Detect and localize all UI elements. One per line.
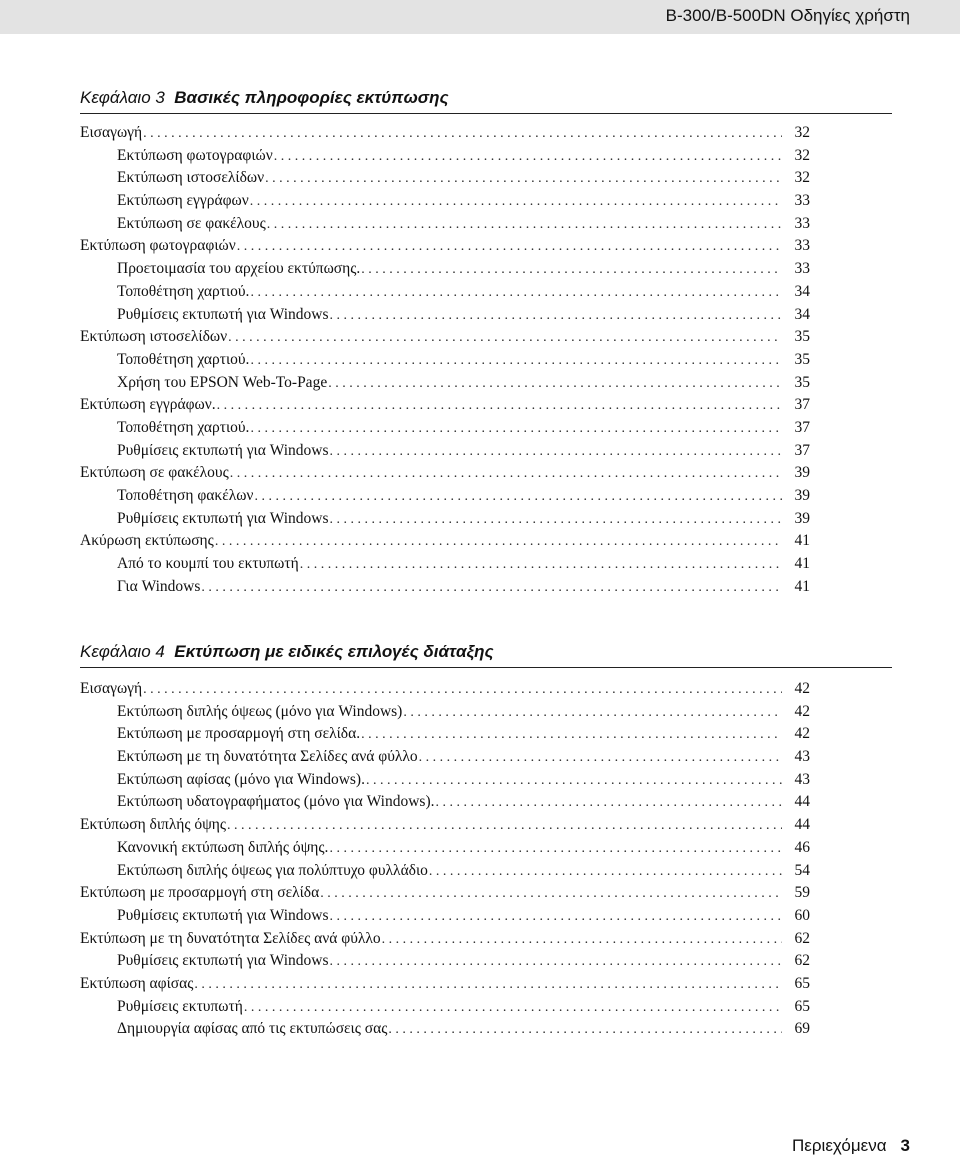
toc-entry-page: 42 bbox=[794, 725, 810, 743]
running-header bbox=[0, 0, 960, 34]
toc-entry[interactable] bbox=[80, 213, 810, 236]
toc-entry-title: Εκτύπωση ιστοσελίδων bbox=[117, 167, 265, 189]
page-number: 3 bbox=[900, 1136, 910, 1155]
toc-entry-page: 39 bbox=[794, 487, 810, 504]
toc-entry-page: 37 bbox=[794, 396, 810, 414]
dot-leader bbox=[250, 418, 782, 440]
dot-leader bbox=[227, 815, 782, 837]
dot-leader bbox=[194, 974, 782, 996]
toc-entry-page: 44 bbox=[794, 816, 810, 834]
dot-leader bbox=[382, 929, 782, 951]
toc-entry[interactable] bbox=[80, 167, 810, 190]
toc-entry[interactable] bbox=[80, 928, 810, 951]
toc-entry-title: Εκτύπωση διπλής όψεως (μόνο για Windows) bbox=[117, 701, 403, 723]
toc-entry[interactable] bbox=[80, 973, 810, 996]
toc-entry-title: Εκτύπωση σε φακέλους bbox=[80, 462, 230, 484]
dot-leader bbox=[143, 123, 782, 145]
toc-entry-title: Εκτύπωση υδατογραφήματος (μόνο για Windows). bbox=[117, 791, 436, 813]
dot-leader bbox=[228, 327, 782, 349]
toc-entry-page: 41 bbox=[794, 577, 810, 595]
toc-entry[interactable] bbox=[80, 190, 810, 213]
dot-leader bbox=[143, 679, 782, 701]
toc-entry-title: Εισαγωγή bbox=[80, 122, 143, 144]
page-footer bbox=[792, 1136, 910, 1156]
toc-entry[interactable] bbox=[80, 235, 810, 258]
toc-entry[interactable] bbox=[80, 837, 810, 860]
toc-entry-page: 54 bbox=[794, 861, 810, 879]
toc-entry[interactable] bbox=[80, 678, 810, 701]
toc-entry-page: 46 bbox=[794, 838, 810, 856]
toc-entry[interactable] bbox=[80, 746, 810, 769]
toc-entry-title: Δημιουργία αφίσας από τις εκτυπώσεις σας bbox=[117, 1018, 388, 1040]
toc-entry[interactable] bbox=[80, 701, 810, 724]
toc-entry[interactable] bbox=[80, 860, 810, 883]
toc-entry-page: 41 bbox=[794, 532, 810, 550]
dot-leader bbox=[329, 838, 782, 860]
dot-leader bbox=[328, 373, 782, 395]
dot-leader bbox=[388, 1019, 782, 1041]
dot-leader bbox=[403, 702, 782, 724]
toc-entry[interactable] bbox=[80, 530, 810, 553]
toc-entry-title: Εκτύπωση με προσαρμογή στη σελίδα bbox=[80, 882, 320, 904]
chapter-title: Βασικές πληροφορίες εκτύπωσης bbox=[174, 88, 449, 107]
dot-leader bbox=[330, 509, 782, 531]
toc-entry-page: 44 bbox=[794, 793, 810, 811]
toc-entry[interactable] bbox=[80, 440, 810, 463]
toc-entry[interactable] bbox=[80, 394, 810, 417]
toc-entry-title: Εκτύπωση σε φακέλους bbox=[117, 213, 267, 235]
toc-entry-page: 59 bbox=[794, 884, 810, 902]
toc-entry-page: 32 bbox=[794, 146, 810, 164]
toc-entry-page: 60 bbox=[794, 906, 810, 924]
toc-entry-page: 43 bbox=[794, 770, 810, 788]
toc-entry-page: 62 bbox=[794, 929, 810, 947]
toc-entry-title: Ρυθμίσεις εκτυπωτή για Windows bbox=[117, 440, 330, 462]
dot-leader bbox=[244, 997, 782, 1019]
toc-entry-page: 32 bbox=[794, 124, 810, 141]
toc-entry-page: 69 bbox=[794, 1020, 810, 1038]
toc-entry-title: Ρυθμίσεις εκτυπωτή για Windows bbox=[117, 950, 330, 972]
toc-entry-page: 37 bbox=[794, 418, 810, 436]
toc-entry[interactable] bbox=[80, 1018, 810, 1041]
toc-entry-title: Ρυθμίσεις εκτυπωτή για Windows bbox=[117, 508, 330, 530]
dot-leader bbox=[254, 486, 782, 508]
toc-entry-title: Εκτύπωση με προσαρμογή στη σελίδα. bbox=[117, 723, 361, 745]
toc-entry[interactable] bbox=[80, 122, 810, 145]
toc-entry-title: Τοποθέτηση χαρτιού. bbox=[117, 417, 250, 439]
dot-leader bbox=[237, 236, 782, 258]
dot-leader bbox=[230, 463, 782, 485]
toc-entry-title: Εκτύπωση με τη δυνατότητα Σελίδες ανά φύλλο bbox=[80, 928, 382, 950]
toc-entry-title: Τοποθέτηση χαρτιού. bbox=[117, 281, 250, 303]
toc-entry[interactable] bbox=[80, 304, 810, 327]
toc-entry-page: 65 bbox=[794, 974, 810, 992]
toc-entry[interactable] bbox=[80, 553, 810, 576]
toc-entry-title: Εκτύπωση ιστοσελίδων bbox=[80, 326, 228, 348]
toc-entry-title: Εισαγωγή bbox=[80, 678, 143, 700]
dot-leader bbox=[267, 214, 782, 236]
toc-entry-page: 43 bbox=[794, 748, 810, 766]
toc-entry-page: 62 bbox=[794, 952, 810, 970]
toc-entry-title: Από το κουμπί του εκτυπωτή bbox=[117, 553, 300, 575]
toc-entry-title: Ακύρωση εκτύπωσης bbox=[80, 530, 215, 552]
toc-entry-page: 39 bbox=[794, 464, 810, 482]
toc-entry-page: 34 bbox=[794, 282, 810, 300]
toc-entry-page: 35 bbox=[794, 350, 810, 368]
dot-leader bbox=[429, 861, 782, 883]
toc-entry[interactable] bbox=[80, 417, 810, 440]
toc-entry-title: Εκτύπωση με τη δυνατότητα Σελίδες ανά φύλλο bbox=[117, 746, 419, 768]
dot-leader bbox=[419, 747, 782, 769]
toc-entry[interactable] bbox=[80, 576, 810, 599]
toc-entry[interactable] bbox=[80, 485, 810, 508]
dot-leader bbox=[330, 906, 782, 928]
toc-entry[interactable] bbox=[80, 814, 810, 837]
toc-entry-page: 41 bbox=[794, 555, 810, 573]
toc-list bbox=[80, 122, 810, 598]
footer-section: Περιεχόμενα bbox=[792, 1136, 887, 1155]
chapter-heading bbox=[80, 88, 892, 114]
header-title: B-300/B-500DN Οδηγίες χρήστη bbox=[665, 6, 910, 25]
toc-entry[interactable] bbox=[80, 905, 810, 928]
toc-entry[interactable] bbox=[80, 950, 810, 973]
toc-entry-page: 35 bbox=[794, 328, 810, 346]
toc-entry-page: 39 bbox=[794, 509, 810, 527]
dot-leader bbox=[201, 577, 782, 599]
toc-entry-title: Ρυθμίσεις εκτυπωτή για Windows bbox=[117, 304, 330, 326]
dot-leader bbox=[274, 146, 782, 168]
dot-leader bbox=[250, 350, 782, 372]
toc-entry-title: Εκτύπωση εγγράφων bbox=[117, 190, 250, 212]
toc-entry[interactable] bbox=[80, 349, 810, 372]
chapter-heading bbox=[80, 642, 892, 668]
toc-entry-title: Τοποθέτηση φακέλων bbox=[117, 485, 254, 507]
toc-entry[interactable] bbox=[80, 326, 810, 349]
toc-entry-page: 37 bbox=[794, 441, 810, 459]
toc-entry[interactable] bbox=[80, 769, 810, 792]
toc-entry[interactable] bbox=[80, 996, 810, 1019]
toc-entry-page: 35 bbox=[794, 373, 810, 391]
toc-entry-title: Ρυθμίσεις εκτυπωτή bbox=[117, 996, 244, 1018]
dot-leader bbox=[250, 191, 782, 213]
toc-entry-title: Εκτύπωση φωτογραφιών bbox=[117, 145, 274, 167]
dot-leader bbox=[361, 724, 782, 746]
toc-entry-title: Ρυθμίσεις εκτυπωτή για Windows bbox=[117, 905, 330, 927]
toc-entry[interactable] bbox=[80, 281, 810, 304]
toc-entry-title: Εκτύπωση αφίσας bbox=[80, 973, 194, 995]
toc-list bbox=[80, 678, 810, 1041]
toc-entry[interactable] bbox=[80, 258, 810, 281]
dot-leader bbox=[330, 441, 782, 463]
toc-entry-title: Χρήση του EPSON Web-To-Page bbox=[117, 372, 328, 394]
toc-entry-title: Προετοιμασία του αρχείου εκτύπωσης. bbox=[117, 258, 361, 280]
toc-entry[interactable] bbox=[80, 723, 810, 746]
toc-entry-title: Κανονική εκτύπωση διπλής όψης. bbox=[117, 837, 329, 859]
toc-entry-title: Για Windows bbox=[117, 576, 201, 598]
dot-leader bbox=[330, 305, 782, 327]
dot-leader bbox=[265, 168, 782, 190]
dot-leader bbox=[361, 259, 782, 281]
dot-leader bbox=[436, 792, 782, 814]
toc-entry-title: Εκτύπωση διπλής όψης bbox=[80, 814, 227, 836]
dot-leader bbox=[250, 282, 782, 304]
toc-entry[interactable] bbox=[80, 791, 810, 814]
toc-entry-title: Εκτύπωση αφίσας (μόνο για Windows). bbox=[117, 769, 366, 791]
dot-leader bbox=[366, 770, 782, 792]
toc-entry-title: Εκτύπωση διπλής όψεως για πολύπτυχο φυλλάδιο bbox=[117, 860, 429, 882]
toc-entry-title: Εκτύπωση εγγράφων. bbox=[80, 394, 217, 416]
toc-entry-page: 42 bbox=[794, 702, 810, 720]
dot-leader bbox=[217, 395, 782, 417]
toc-entry[interactable] bbox=[80, 882, 810, 905]
toc-entry-page: 33 bbox=[794, 214, 810, 232]
chapter-title: Εκτύπωση με ειδικές επιλογές διάταξης bbox=[174, 642, 494, 661]
toc-entry-title: Τοποθέτηση χαρτιού. bbox=[117, 349, 250, 371]
toc-entry-page: 33 bbox=[794, 260, 810, 278]
chapter-label: Κεφάλαιο 3 bbox=[80, 88, 165, 107]
toc-entry-page: 42 bbox=[794, 680, 810, 697]
toc-entry[interactable] bbox=[80, 145, 810, 168]
toc-entry-page: 33 bbox=[794, 192, 810, 210]
toc-entry[interactable] bbox=[80, 508, 810, 531]
dot-leader bbox=[320, 883, 782, 905]
toc-entry-page: 33 bbox=[794, 237, 810, 255]
toc-entry[interactable] bbox=[80, 462, 810, 485]
toc-entry-page: 65 bbox=[794, 997, 810, 1015]
dot-leader bbox=[215, 531, 782, 553]
toc-entry[interactable] bbox=[80, 372, 810, 395]
toc-entry-page: 34 bbox=[794, 305, 810, 323]
chapter-label: Κεφάλαιο 4 bbox=[80, 642, 165, 661]
dot-leader bbox=[330, 951, 782, 973]
toc-entry-title: Εκτύπωση φωτογραφιών bbox=[80, 235, 237, 257]
toc-entry-page: 32 bbox=[794, 169, 810, 187]
dot-leader bbox=[300, 554, 782, 576]
